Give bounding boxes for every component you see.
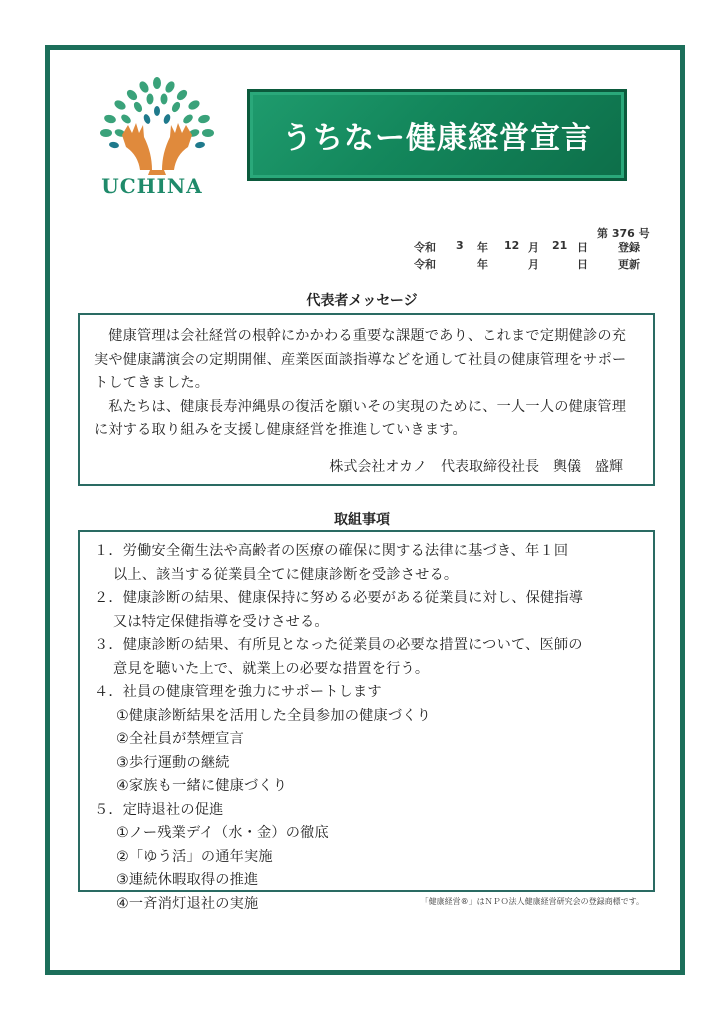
- list-item: ２．健康診断の結果、健康保持に努める必要がある従業員に対し、保健指導: [94, 590, 584, 606]
- day-unit: 日: [577, 258, 588, 271]
- list-item: ４．社員の健康管理を強力にサポートします: [94, 684, 382, 700]
- month-unit: 月: [528, 258, 539, 271]
- list-item: ③歩行運動の継続: [116, 754, 230, 771]
- trademark-footnote: 「健康経営®」はＮＰＯ法人健康経営研究会の登録商標です。: [420, 897, 644, 906]
- title-banner: [247, 89, 627, 181]
- signature: 株式会社オカノ 代表取締役社長 輿儀 盛輝: [329, 459, 623, 475]
- list-item: ５．定時退社の促進: [94, 801, 224, 818]
- day-unit: 日: [577, 241, 588, 254]
- list-item: ②「ゆう活」の通年実施: [116, 848, 273, 865]
- updated-label: 更新: [618, 258, 640, 271]
- year-unit: 年: [477, 241, 488, 254]
- year-value: 3: [456, 239, 464, 252]
- message-box: [78, 313, 655, 486]
- day-value: 21: [552, 239, 568, 252]
- message-paragraph: 私たちは、健康長寿沖縄県の復活を願いその実現のために、一人一人の健康管理に対する取り組みを支援し健康経営を推進していきます。: [94, 398, 627, 438]
- page-title: うちなー健康経営宣言: [282, 121, 592, 156]
- list-item: ①ノー残業デイ（水・金）の徹底: [116, 825, 329, 841]
- registration-number: 第 376 号: [597, 227, 650, 240]
- registered-label: 登録: [618, 241, 640, 254]
- updated-date-row: [414, 256, 644, 270]
- list-item: 又は特定保健指導を受けさせる。: [113, 613, 329, 630]
- list-item: 意見を聴いた上で、就業上の必要な措置を行う。: [113, 660, 430, 677]
- list-item: ③連続休暇取得の推進: [116, 872, 259, 888]
- month-unit: 月: [528, 241, 539, 254]
- list-item: ①健康診断結果を活用した全員参加の健康づくり: [116, 707, 432, 724]
- initiatives-heading: 取組事項: [334, 512, 390, 528]
- list-item: ④家族も一緒に健康づくり: [116, 778, 288, 794]
- logo-text: UCHINA: [101, 174, 203, 198]
- era: 令和: [414, 241, 436, 254]
- list-item: 以上、該当する従業員全てに健康診断を受診させる。: [113, 566, 459, 583]
- list-item: ④一斉消灯退社の実施: [116, 895, 259, 912]
- registered-date-row: [414, 239, 644, 253]
- era: 令和: [414, 258, 436, 271]
- list-item: ②全社員が禁煙宣言: [116, 731, 245, 747]
- list-item: １．労働安全衛生法や高齢者の医療の確保に関する法律に基づき、年１回: [94, 543, 569, 559]
- month-value: 12: [504, 239, 520, 252]
- list-item: ３．健康診断の結果、有所見となった従業員の必要な措置について、医師の: [94, 637, 583, 653]
- message-paragraph: 健康管理は会社経営の根幹にかかわる重要な課題であり、これまで定期健診の充実や健康講演会の定期開催、産業医面談指導などを通して社員の健康管理をサポートしてきました。: [94, 328, 627, 391]
- year-unit: 年: [477, 258, 488, 271]
- message-heading: 代表者メッセージ: [306, 293, 418, 309]
